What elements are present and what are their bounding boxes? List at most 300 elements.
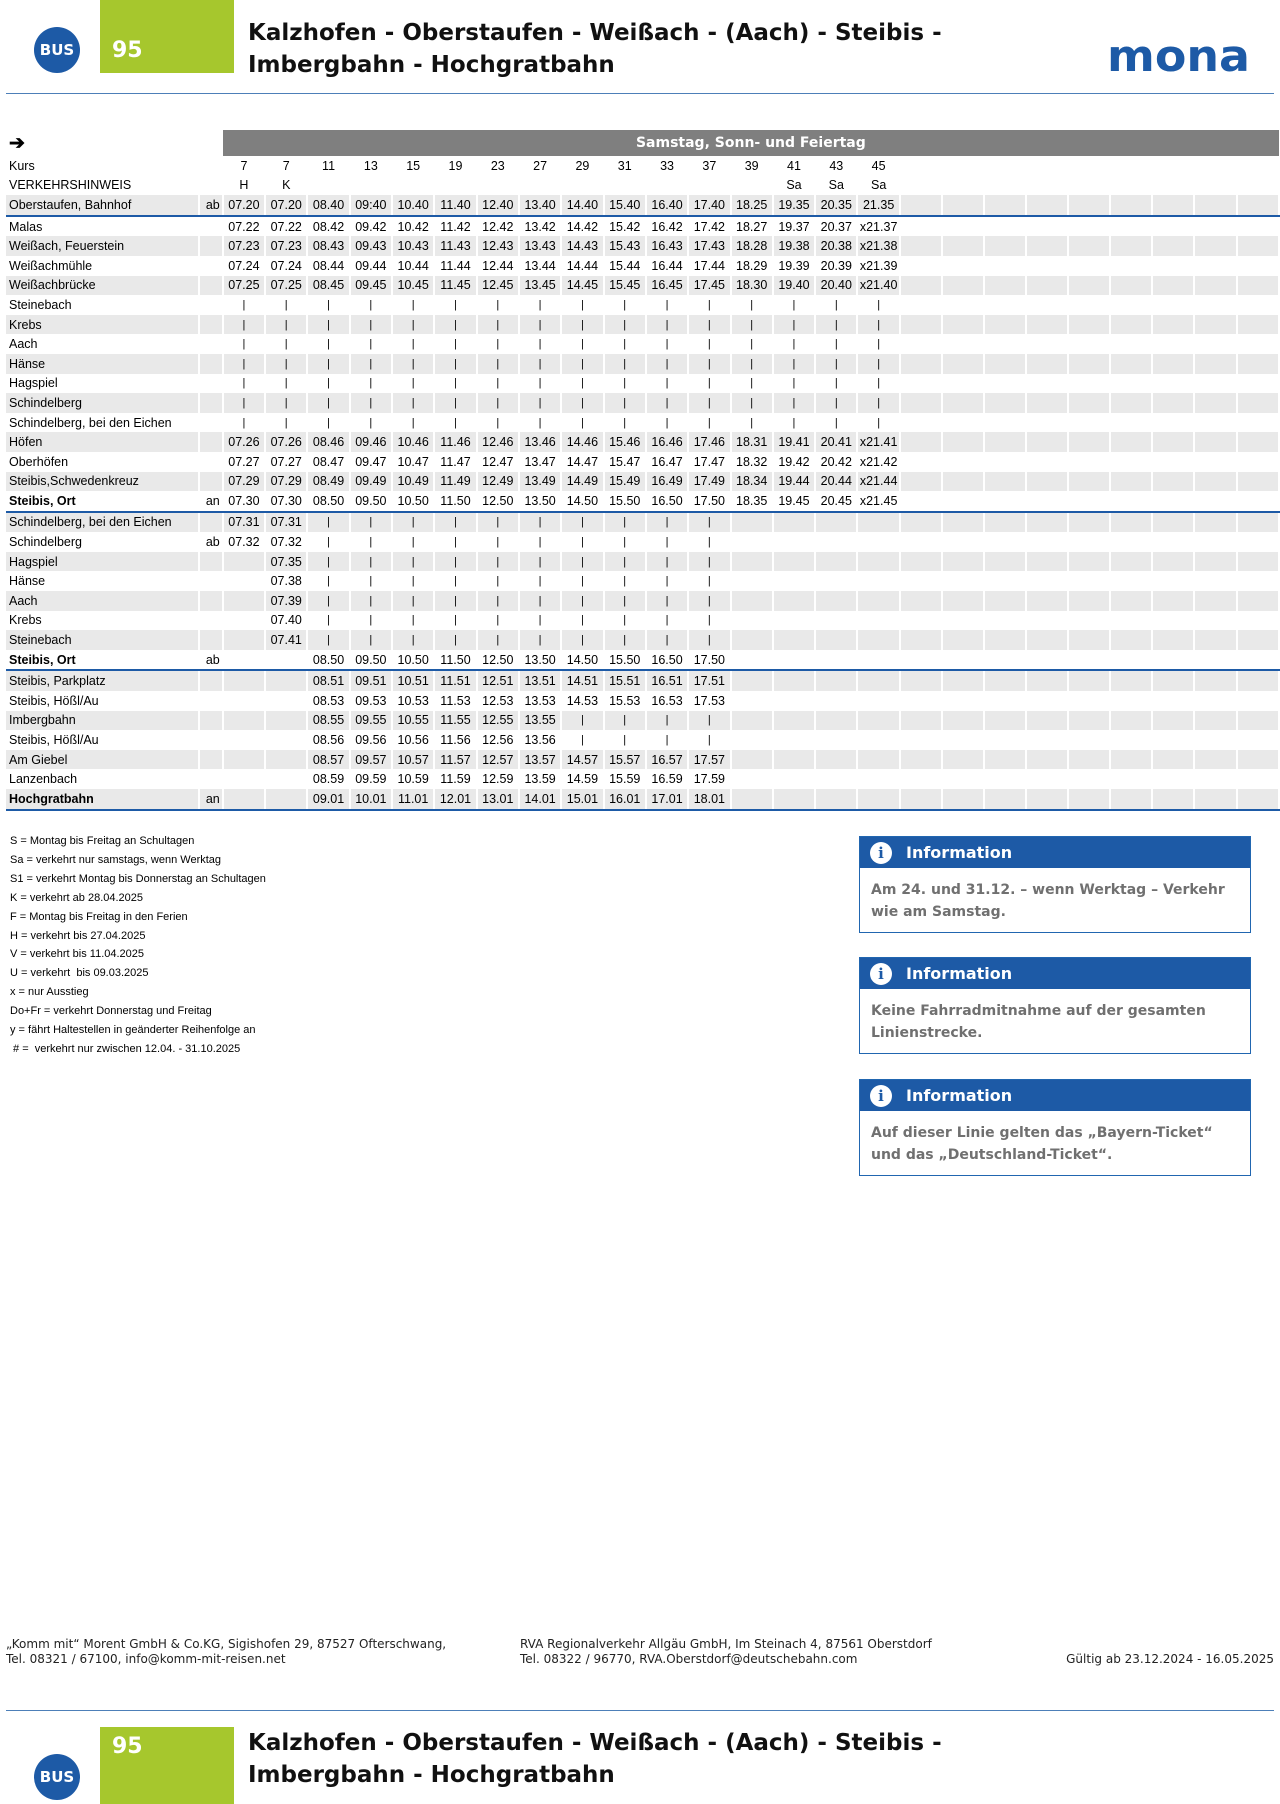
info-header xyxy=(860,1080,1250,1111)
time-cell: | xyxy=(646,611,688,631)
stop-name: Weißach, Feuerstein xyxy=(6,236,199,256)
time-cell xyxy=(942,532,984,552)
service-day-band: Samstag, Sonn- und Feiertag xyxy=(223,130,1279,156)
time-cell: 16.47 xyxy=(646,452,688,472)
time-cell: | xyxy=(477,315,519,335)
time-cell xyxy=(1110,730,1152,750)
stop-qualifier xyxy=(199,393,223,413)
time-cell: 11.50 xyxy=(434,650,476,671)
time-cell: 18.34 xyxy=(731,472,773,492)
info-header xyxy=(860,958,1250,989)
stop-name: Am Giebel xyxy=(6,750,199,770)
time-cell xyxy=(1194,156,1236,176)
stop-row xyxy=(6,195,1279,216)
line-number: 95 xyxy=(100,0,234,73)
time-cell: 13.51 xyxy=(519,670,561,691)
time-cell: 08.57 xyxy=(307,750,349,770)
time-cell: 17.53 xyxy=(688,691,730,711)
time-cell: 12.44 xyxy=(477,256,519,276)
time-cell: 11.49 xyxy=(434,472,476,492)
time-cell xyxy=(1152,413,1194,433)
time-cell: 08.50 xyxy=(307,491,349,512)
time-cell: | xyxy=(561,730,603,750)
info-box-bicycle xyxy=(859,957,1251,1054)
time-cell xyxy=(1068,571,1110,591)
stop-row xyxy=(6,393,1279,413)
time-cell xyxy=(1152,374,1194,394)
stop-name: Kurs xyxy=(6,156,199,176)
time-cell xyxy=(1152,691,1194,711)
footer-validity: Gültig ab 23.12.2024 - 16.05.2025 xyxy=(1066,1652,1274,1666)
time-cell: | xyxy=(392,334,434,354)
stop-row xyxy=(6,591,1279,611)
time-cell: | xyxy=(857,393,899,413)
time-cell xyxy=(1026,354,1068,374)
time-cell xyxy=(1152,216,1194,237)
time-cell: 17.44 xyxy=(688,256,730,276)
time-cell: | xyxy=(688,591,730,611)
time-cell xyxy=(1237,216,1279,237)
time-cell: | xyxy=(688,413,730,433)
time-cell: 7 xyxy=(223,156,265,176)
page-header-bottom xyxy=(0,1727,1280,1804)
time-cell xyxy=(1068,236,1110,256)
time-cell xyxy=(1237,354,1279,374)
time-cell: 12.51 xyxy=(477,670,519,691)
stop-name: Oberstaufen, Bahnhof xyxy=(6,195,199,216)
route-title xyxy=(248,1727,942,1791)
time-cell: | xyxy=(307,374,349,394)
time-cell: | xyxy=(604,315,646,335)
time-cell: | xyxy=(646,630,688,650)
time-cell xyxy=(900,452,942,472)
time-cell: | xyxy=(561,295,603,315)
time-cell xyxy=(900,315,942,335)
stop-row xyxy=(6,650,1279,671)
time-cell: 07.35 xyxy=(265,552,307,572)
time-cell xyxy=(223,789,265,810)
time-cell: | xyxy=(857,334,899,354)
time-cell: 15.44 xyxy=(604,256,646,276)
stop-qualifier: an xyxy=(199,789,223,810)
time-cell: | xyxy=(731,315,773,335)
time-cell xyxy=(223,691,265,711)
time-cell xyxy=(1026,276,1068,296)
time-cell xyxy=(1026,256,1068,276)
time-cell: 08.43 xyxy=(307,236,349,256)
time-cell xyxy=(984,195,1026,216)
legend-item: Do+Fr = verkehrt Donnerstag und Freitag xyxy=(10,1005,212,1018)
time-cell: | xyxy=(646,591,688,611)
time-cell: 16.49 xyxy=(646,472,688,492)
time-cell xyxy=(900,156,942,176)
time-cell: | xyxy=(477,571,519,591)
stop-name: Schindelberg, bei den Eichen xyxy=(6,512,199,533)
time-cell xyxy=(942,630,984,650)
time-cell: 12.40 xyxy=(477,195,519,216)
time-cell: 23 xyxy=(477,156,519,176)
time-cell xyxy=(1068,532,1110,552)
time-cell xyxy=(1237,432,1279,452)
time-cell: | xyxy=(477,552,519,572)
time-cell: 17.57 xyxy=(688,750,730,770)
time-cell xyxy=(1068,730,1110,750)
time-cell: 07.29 xyxy=(265,472,307,492)
time-cell xyxy=(1068,711,1110,731)
stop-row xyxy=(6,315,1279,335)
time-cell xyxy=(1152,491,1194,512)
stop-name: Hänse xyxy=(6,354,199,374)
stop-qualifier xyxy=(199,176,223,196)
info-icon: i xyxy=(870,1085,892,1107)
time-cell xyxy=(1026,472,1068,492)
stop-qualifier: ab xyxy=(199,532,223,552)
time-cell: | xyxy=(688,295,730,315)
time-cell: 15.59 xyxy=(604,769,646,789)
time-cell: 13 xyxy=(350,156,392,176)
time-cell xyxy=(1110,670,1152,691)
time-cell xyxy=(984,711,1026,731)
time-cell: | xyxy=(688,512,730,533)
time-cell: Sa xyxy=(857,176,899,196)
time-cell xyxy=(857,711,899,731)
time-cell: 14.49 xyxy=(561,472,603,492)
time-cell: | xyxy=(350,354,392,374)
time-cell xyxy=(900,711,942,731)
stop-row xyxy=(6,256,1279,276)
time-cell xyxy=(900,691,942,711)
time-cell: | xyxy=(857,374,899,394)
time-cell xyxy=(857,571,899,591)
time-cell xyxy=(1110,176,1152,196)
time-cell: | xyxy=(265,413,307,433)
time-cell xyxy=(1237,393,1279,413)
time-cell xyxy=(942,256,984,276)
time-cell: 19.41 xyxy=(773,432,815,452)
time-cell: | xyxy=(604,711,646,731)
time-cell: | xyxy=(604,334,646,354)
time-cell xyxy=(1110,256,1152,276)
time-cell: | xyxy=(773,334,815,354)
time-cell xyxy=(1194,472,1236,492)
time-cell xyxy=(434,176,476,196)
time-cell xyxy=(731,532,773,552)
time-cell: 09.50 xyxy=(350,650,392,671)
time-cell: | xyxy=(434,630,476,650)
time-cell xyxy=(223,552,265,572)
time-cell: | xyxy=(392,552,434,572)
time-cell: 20.39 xyxy=(815,256,857,276)
time-cell: | xyxy=(477,393,519,413)
time-cell xyxy=(773,750,815,770)
time-cell: 10.42 xyxy=(392,216,434,237)
time-cell: | xyxy=(688,374,730,394)
time-cell: | xyxy=(561,354,603,374)
time-cell xyxy=(900,512,942,533)
stop-name: Höfen xyxy=(6,432,199,452)
time-cell: 16.45 xyxy=(646,276,688,296)
time-cell: 07.30 xyxy=(265,491,307,512)
time-cell xyxy=(223,571,265,591)
time-cell xyxy=(942,611,984,631)
time-cell: | xyxy=(519,334,561,354)
time-cell xyxy=(731,630,773,650)
time-cell xyxy=(1026,730,1068,750)
time-cell: 10.55 xyxy=(392,711,434,731)
time-cell xyxy=(1194,711,1236,731)
time-cell xyxy=(942,393,984,413)
stop-name: Steinebach xyxy=(6,295,199,315)
stop-row xyxy=(6,512,1279,533)
time-cell: 12.45 xyxy=(477,276,519,296)
time-cell xyxy=(1026,711,1068,731)
time-cell xyxy=(265,670,307,691)
time-cell: 13.50 xyxy=(519,491,561,512)
time-cell xyxy=(1026,789,1068,810)
time-cell: 09.56 xyxy=(350,730,392,750)
legend-item: S1 = verkehrt Montag bis Donnerstag an Schultagen xyxy=(10,872,266,885)
time-cell xyxy=(223,591,265,611)
time-cell: | xyxy=(307,315,349,335)
time-cell xyxy=(223,730,265,750)
time-cell: 12.56 xyxy=(477,730,519,750)
time-cell: 18.32 xyxy=(731,452,773,472)
time-cell: 21.35 xyxy=(857,195,899,216)
time-cell xyxy=(1237,315,1279,335)
time-cell: | xyxy=(773,354,815,374)
time-cell xyxy=(900,532,942,552)
time-cell: 12.57 xyxy=(477,750,519,770)
time-cell xyxy=(900,650,942,671)
time-cell: 18.29 xyxy=(731,256,773,276)
time-cell xyxy=(1152,769,1194,789)
time-cell: 13.40 xyxy=(519,195,561,216)
time-cell: 11.57 xyxy=(434,750,476,770)
bus-badge: BUS xyxy=(34,27,80,73)
stop-row xyxy=(6,571,1279,591)
time-cell: | xyxy=(265,295,307,315)
time-cell: | xyxy=(434,591,476,611)
time-cell xyxy=(1237,256,1279,276)
time-cell xyxy=(1068,256,1110,276)
time-cell xyxy=(1068,374,1110,394)
time-cell: 14.47 xyxy=(561,452,603,472)
time-cell: 12.47 xyxy=(477,452,519,472)
time-cell xyxy=(1026,611,1068,631)
time-cell xyxy=(1068,650,1110,671)
stop-name: Steibis, Hößl/Au xyxy=(6,691,199,711)
time-cell xyxy=(984,216,1026,237)
time-cell xyxy=(815,730,857,750)
time-cell xyxy=(984,176,1026,196)
time-cell: 16.01 xyxy=(604,789,646,810)
time-cell: 12.49 xyxy=(477,472,519,492)
time-cell xyxy=(1026,315,1068,335)
time-cell: 45 xyxy=(857,156,899,176)
time-cell: | xyxy=(646,393,688,413)
time-cell xyxy=(1237,276,1279,296)
time-cell: | xyxy=(350,315,392,335)
time-cell: 16.59 xyxy=(646,769,688,789)
time-cell xyxy=(942,769,984,789)
time-cell xyxy=(984,730,1026,750)
time-cell xyxy=(1110,452,1152,472)
time-cell: 12.59 xyxy=(477,769,519,789)
time-cell xyxy=(1194,769,1236,789)
time-cell: 37 xyxy=(688,156,730,176)
time-cell: 07.38 xyxy=(265,571,307,591)
time-cell xyxy=(900,491,942,512)
time-cell xyxy=(773,789,815,810)
time-cell xyxy=(942,216,984,237)
legend-item: Sa = verkehrt nur samstags, wenn Werktag xyxy=(10,853,222,866)
time-cell xyxy=(1152,195,1194,216)
time-cell xyxy=(1110,236,1152,256)
time-cell xyxy=(1026,295,1068,315)
time-cell: | xyxy=(731,295,773,315)
time-cell xyxy=(1194,691,1236,711)
stop-qualifier xyxy=(199,354,223,374)
time-cell: | xyxy=(519,413,561,433)
time-cell xyxy=(688,176,730,196)
stop-row xyxy=(6,354,1279,374)
time-cell: 15.50 xyxy=(604,650,646,671)
time-cell: | xyxy=(561,393,603,413)
time-cell xyxy=(265,691,307,711)
time-cell xyxy=(1194,354,1236,374)
time-cell: 07.29 xyxy=(223,472,265,492)
stop-row xyxy=(6,452,1279,472)
time-cell xyxy=(1152,532,1194,552)
time-cell xyxy=(1026,156,1068,176)
time-cell: | xyxy=(392,630,434,650)
time-cell xyxy=(1026,630,1068,650)
time-cell xyxy=(984,750,1026,770)
time-cell: | xyxy=(434,532,476,552)
time-cell xyxy=(942,730,984,750)
time-cell xyxy=(223,750,265,770)
time-cell xyxy=(1152,393,1194,413)
stop-qualifier xyxy=(199,256,223,276)
time-cell xyxy=(773,611,815,631)
stop-row xyxy=(6,216,1279,237)
time-cell xyxy=(1194,491,1236,512)
time-cell xyxy=(984,532,1026,552)
legend-item: H = verkehrt bis 27.04.2025 xyxy=(10,929,146,942)
stop-name: Hagspiel xyxy=(6,552,199,572)
time-cell: 11.44 xyxy=(434,256,476,276)
stop-name: VERKEHRSHINWEIS xyxy=(6,176,199,196)
time-cell xyxy=(1068,276,1110,296)
time-cell: 14.01 xyxy=(519,789,561,810)
time-cell: 19.35 xyxy=(773,195,815,216)
time-cell: | xyxy=(223,354,265,374)
time-cell: | xyxy=(646,552,688,572)
time-cell: | xyxy=(561,591,603,611)
time-cell: 20.41 xyxy=(815,432,857,452)
legend-item: F = Montag bis Freitag in den Ferien xyxy=(10,910,188,923)
time-cell xyxy=(1194,256,1236,276)
time-cell: 12.50 xyxy=(477,650,519,671)
time-cell: 20.44 xyxy=(815,472,857,492)
time-cell: | xyxy=(731,374,773,394)
stop-row xyxy=(6,769,1279,789)
time-cell xyxy=(984,156,1026,176)
time-cell xyxy=(984,512,1026,533)
stop-qualifier xyxy=(199,334,223,354)
time-cell: | xyxy=(392,512,434,533)
time-cell: | xyxy=(392,413,434,433)
time-cell xyxy=(1152,630,1194,650)
time-cell: | xyxy=(434,552,476,572)
time-cell: 10.53 xyxy=(392,691,434,711)
time-cell xyxy=(1068,393,1110,413)
time-cell: | xyxy=(604,571,646,591)
stop-qualifier xyxy=(199,630,223,650)
time-cell xyxy=(731,789,773,810)
time-cell: 17.43 xyxy=(688,236,730,256)
time-cell: | xyxy=(604,393,646,413)
time-cell xyxy=(1194,295,1236,315)
time-cell: 13.49 xyxy=(519,472,561,492)
time-cell xyxy=(1152,156,1194,176)
mona-logo xyxy=(1107,32,1250,76)
time-cell xyxy=(815,630,857,650)
time-cell: | xyxy=(688,354,730,374)
time-cell: 09.46 xyxy=(350,432,392,452)
time-cell xyxy=(1237,769,1279,789)
time-cell: | xyxy=(392,315,434,335)
time-cell xyxy=(942,334,984,354)
info-box-holiday xyxy=(859,836,1251,933)
stop-qualifier xyxy=(199,571,223,591)
time-cell xyxy=(900,216,942,237)
stop-name: Steibis, Ort xyxy=(6,491,199,512)
time-cell xyxy=(1110,552,1152,572)
time-cell: 13.45 xyxy=(519,276,561,296)
time-cell: 11.53 xyxy=(434,691,476,711)
time-cell xyxy=(1194,789,1236,810)
timetable xyxy=(6,130,1280,811)
time-cell xyxy=(1152,750,1194,770)
time-cell: | xyxy=(604,413,646,433)
time-cell: 12.43 xyxy=(477,236,519,256)
time-cell xyxy=(773,630,815,650)
time-cell: | xyxy=(731,393,773,413)
time-cell xyxy=(984,295,1026,315)
time-cell: | xyxy=(519,532,561,552)
time-cell: 17.51 xyxy=(688,670,730,691)
time-cell: 29 xyxy=(561,156,603,176)
time-cell xyxy=(1068,591,1110,611)
legend-item: x = nur Ausstieg xyxy=(10,986,89,999)
time-cell: 07.24 xyxy=(223,256,265,276)
time-cell: 07.26 xyxy=(223,432,265,452)
time-cell: 19.37 xyxy=(773,216,815,237)
time-cell xyxy=(1237,711,1279,731)
time-cell: 16.50 xyxy=(646,491,688,512)
time-cell xyxy=(1068,670,1110,691)
info-box-tickets xyxy=(859,1079,1251,1176)
time-cell: 17.47 xyxy=(688,452,730,472)
stop-qualifier xyxy=(199,432,223,452)
time-cell: | xyxy=(477,512,519,533)
time-cell xyxy=(857,769,899,789)
time-cell: 10.44 xyxy=(392,256,434,276)
time-cell: 14.53 xyxy=(561,691,603,711)
time-cell: 12.42 xyxy=(477,216,519,237)
time-cell xyxy=(731,750,773,770)
